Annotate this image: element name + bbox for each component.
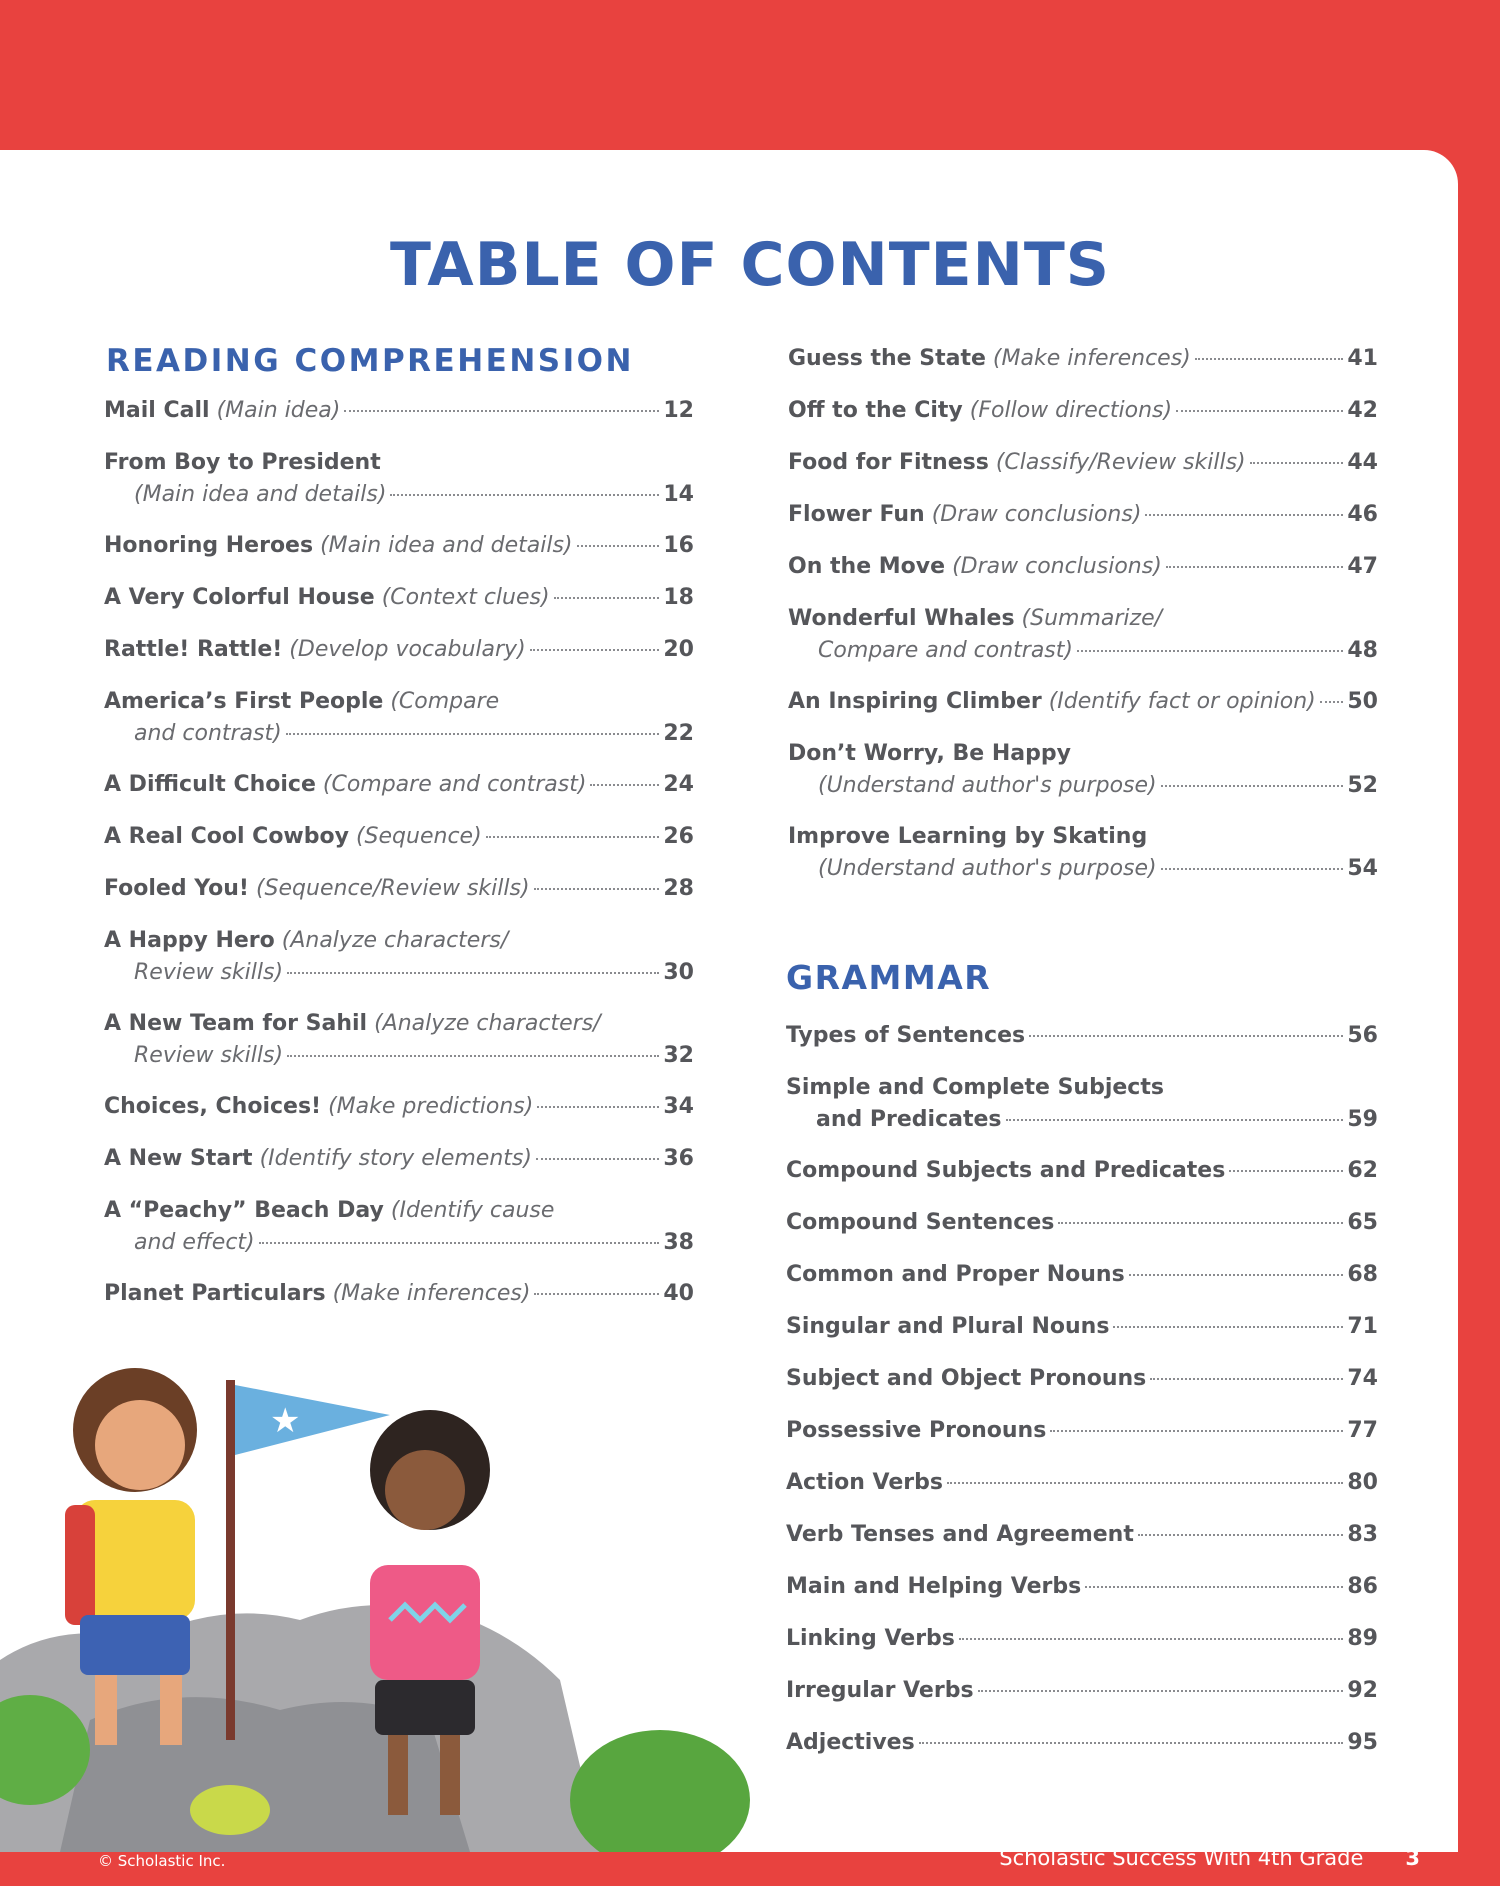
dot-leader (534, 887, 660, 890)
page-number: 74 (1347, 1366, 1378, 1391)
page-number: 80 (1347, 1470, 1378, 1495)
toc-entry[interactable] (104, 1143, 694, 1195)
dot-leader (1229, 1169, 1343, 1172)
toc-entry[interactable] (104, 1195, 694, 1278)
dot-leader (534, 1292, 659, 1295)
book-series-title: Scholastic Success With 4th Grade (999, 1846, 1364, 1870)
toc-entry[interactable] (104, 395, 694, 447)
entry-title: Flower Fun (788, 502, 925, 527)
entry-skill: (Understand author's purpose) (818, 773, 1157, 798)
dot-leader (537, 1105, 659, 1108)
page-number: 22 (663, 721, 694, 746)
page-number: 40 (663, 1281, 694, 1306)
entry-title: Simple and Complete Subjects (786, 1075, 1164, 1100)
dot-leader (287, 971, 659, 974)
reading-list-continued (788, 343, 1378, 904)
toc-entry[interactable] (786, 1363, 1378, 1415)
entry-title: A Happy Hero (104, 928, 275, 953)
dot-leader (577, 544, 660, 547)
dot-leader (1166, 565, 1344, 568)
dot-leader (1129, 1273, 1344, 1276)
copyright: © Scholastic Inc. (98, 1852, 226, 1870)
entry-title: Common and Proper Nouns (786, 1262, 1125, 1287)
entry-skill: (Identify fact or opinion) (1048, 689, 1316, 714)
entry-skill: (Understand author's purpose) (818, 856, 1157, 881)
toc-entry[interactable] (786, 1020, 1378, 1072)
dot-leader (486, 835, 660, 838)
toc-entry[interactable] (104, 925, 694, 1008)
toc-entry[interactable] (788, 603, 1378, 686)
toc-entry[interactable] (104, 1008, 694, 1091)
page-number: 26 (663, 824, 694, 849)
page-number: 28 (663, 876, 694, 901)
flag (235, 1385, 390, 1455)
entry-title: Compound Sentences (786, 1210, 1055, 1235)
entry-skill-cont: and effect) (134, 1230, 255, 1255)
page-title: TABLE OF CONTENTS (390, 230, 1110, 300)
dot-leader (286, 732, 660, 735)
dot-leader (1150, 1377, 1343, 1380)
dot-leader (530, 648, 660, 651)
entry-skill-cont: and contrast) (134, 721, 282, 746)
dot-leader (590, 783, 659, 786)
toc-entry[interactable] (788, 499, 1378, 551)
entry-title: Don’t Worry, Be Happy (788, 741, 1071, 766)
entry-title: A “Peachy” Beach Day (104, 1198, 384, 1223)
entry-skill: (Develop vocabulary) (289, 637, 526, 662)
dot-leader (947, 1481, 1343, 1484)
dot-leader (1161, 784, 1344, 787)
dot-leader (259, 1241, 660, 1244)
toc-entry[interactable] (788, 821, 1378, 904)
entry-title: Wonderful Whales (788, 606, 1015, 631)
page-number: 30 (663, 960, 694, 985)
reading-list (104, 395, 694, 1330)
dot-leader (1006, 1118, 1344, 1121)
page-number: 68 (1347, 1262, 1378, 1287)
page-number: 56 (1347, 1023, 1378, 1048)
page-number: 52 (1347, 773, 1378, 798)
entry-skill-cont: Review skills) (134, 960, 284, 985)
entry-title: Planet Particulars (104, 1281, 326, 1306)
entry-skill-cont: Review skills) (134, 1043, 284, 1068)
toc-entry[interactable] (788, 395, 1378, 447)
entry-skill: (Identify cause (390, 1198, 555, 1223)
bush-right (570, 1730, 750, 1852)
page-number: 44 (1347, 450, 1378, 475)
entry-title: America’s First People (104, 689, 384, 714)
entry-title: Possessive Pronouns (786, 1418, 1047, 1443)
entry-skill-cont: Compare and contrast) (818, 638, 1073, 663)
toc-entry[interactable] (788, 551, 1378, 603)
toc-entry[interactable] (788, 343, 1378, 395)
dot-leader (1058, 1221, 1343, 1224)
entry-skill: (Make inferences) (992, 346, 1191, 371)
dot-leader (959, 1637, 1343, 1640)
toc-entry[interactable] (788, 738, 1378, 821)
toc-entry[interactable] (786, 1259, 1378, 1311)
toc-entry[interactable] (104, 769, 694, 821)
dot-leader (978, 1689, 1344, 1692)
entry-title: A Difficult Choice (104, 772, 316, 797)
entry-skill: (Classify/Review skills) (995, 450, 1246, 475)
toc-entry[interactable] (104, 873, 694, 925)
kids-hiking-illustration (0, 1320, 800, 1852)
page-number: 83 (1347, 1522, 1378, 1547)
dot-leader (1145, 513, 1343, 516)
girl-shirt (370, 1565, 480, 1680)
page-number: 86 (1347, 1574, 1378, 1599)
entry-skill: (Compare (390, 689, 500, 714)
entry-title: Mail Call (104, 398, 210, 423)
dot-leader (1077, 649, 1343, 652)
toc-entry[interactable] (104, 582, 694, 634)
toc-entry[interactable] (104, 821, 694, 873)
page-number: 41 (1347, 346, 1378, 371)
page-number: 14 (663, 482, 694, 507)
toc-entry[interactable] (786, 1519, 1378, 1571)
toc-entry[interactable] (104, 530, 694, 582)
page-number: 89 (1347, 1626, 1378, 1651)
entry-title: An Inspiring Climber (788, 689, 1042, 714)
girl-shorts (375, 1680, 475, 1735)
entry-skill: (Main idea and details) (320, 533, 573, 558)
dot-leader (390, 493, 659, 496)
entry-skill: (Make predictions) (328, 1094, 534, 1119)
entry-skill: (Analyze characters/ (374, 1011, 601, 1036)
entry-skill: (Draw conclusions) (931, 502, 1142, 527)
grass-tuft (190, 1785, 270, 1835)
top-red-band (0, 0, 1500, 150)
entry-skill: (Identify story elements) (259, 1146, 532, 1171)
entry-title: Subject and Object Pronouns (786, 1366, 1147, 1391)
page-number: 38 (663, 1230, 694, 1255)
dot-leader (536, 1157, 659, 1160)
entry-title: A New Start (104, 1146, 253, 1171)
girl-face (385, 1450, 465, 1530)
page-number: 12 (663, 398, 694, 423)
entry-skill: (Context clues) (381, 585, 550, 610)
page-number: 65 (1347, 1210, 1378, 1235)
boy-backpack (65, 1505, 95, 1625)
entry-title: A Real Cool Cowboy (104, 824, 349, 849)
flag-pole (226, 1380, 235, 1740)
toc-entry[interactable] (786, 1727, 1378, 1779)
entry-skill: (Main idea) (216, 398, 341, 423)
page-number: 24 (663, 772, 694, 797)
page-number: 54 (1347, 856, 1378, 881)
dot-leader (287, 1054, 659, 1057)
page-number: 16 (663, 533, 694, 558)
entry-title: Linking Verbs (786, 1626, 955, 1651)
entry-title: Action Verbs (786, 1470, 943, 1495)
toc-entry[interactable] (104, 686, 694, 769)
page-number: 32 (663, 1043, 694, 1068)
dot-leader (1085, 1585, 1343, 1588)
entry-title: Off to the City (788, 398, 963, 423)
dot-leader (1161, 867, 1344, 870)
entry-title: Adjectives (786, 1730, 915, 1755)
dot-leader (1176, 409, 1343, 412)
entry-skill: (Sequence) (355, 824, 482, 849)
entry-title: Types of Sentences (786, 1023, 1026, 1048)
reading-comprehension-heading: READING COMPREHENSION (106, 343, 634, 379)
page-number: 47 (1347, 554, 1378, 579)
entry-skill: (Summarize/ (1021, 606, 1163, 631)
page-number: 36 (663, 1146, 694, 1171)
girl-leg-left (388, 1735, 408, 1815)
dot-leader (1029, 1034, 1343, 1037)
page-number: 20 (663, 637, 694, 662)
toc-entry[interactable] (786, 1571, 1378, 1623)
entry-title: Verb Tenses and Agreement (786, 1522, 1134, 1547)
dot-leader (1320, 700, 1344, 703)
page-number: 95 (1347, 1730, 1378, 1755)
entry-title: Honoring Heroes (104, 533, 314, 558)
toc-entry[interactable] (786, 1311, 1378, 1363)
boy-shorts (80, 1615, 190, 1675)
dot-leader (1113, 1325, 1343, 1328)
toc-entry[interactable] (104, 634, 694, 686)
page-number: 46 (1347, 502, 1378, 527)
toc-entry[interactable] (786, 1155, 1378, 1207)
page-number: 92 (1347, 1678, 1378, 1703)
toc-entry[interactable] (786, 1415, 1378, 1467)
entry-title: Guess the State (788, 346, 986, 371)
entry-title: From Boy to President (104, 450, 381, 475)
entry-title-cont: and Predicates (816, 1107, 1002, 1132)
entry-skill: (Sequence/Review skills) (255, 876, 530, 901)
entry-title: On the Move (788, 554, 946, 579)
entry-title: Fooled You! (104, 876, 249, 901)
girl-leg-right (440, 1735, 460, 1815)
entry-title: Compound Subjects and Predicates (786, 1158, 1226, 1183)
entry-title: Food for Fitness (788, 450, 989, 475)
page-number: 34 (663, 1094, 694, 1119)
entry-skill: (Draw conclusions) (952, 554, 1162, 579)
page-number: 50 (1347, 689, 1378, 714)
entry-skill: (Analyze characters/ (281, 928, 509, 953)
entry-title: Improve Learning by Skating (788, 824, 1148, 849)
toc-entry[interactable] (788, 447, 1378, 499)
toc-entry[interactable] (104, 1091, 694, 1143)
entry-title: A Very Colorful House (104, 585, 375, 610)
dot-leader (1195, 357, 1344, 360)
boy-leg-left (95, 1675, 117, 1745)
entry-title: A New Team for Sahil (104, 1011, 368, 1036)
entry-title: Choices, Choices! (104, 1094, 322, 1119)
page-number: 71 (1347, 1314, 1378, 1339)
boy-face (95, 1400, 185, 1490)
footer-right (999, 1846, 1420, 1870)
entry-title: Rattle! Rattle! (104, 637, 283, 662)
dot-leader (1250, 461, 1344, 464)
entry-title: Main and Helping Verbs (786, 1574, 1082, 1599)
flag-star-icon: ★ (270, 1401, 301, 1441)
page-number: 62 (1347, 1158, 1378, 1183)
dot-leader (1050, 1429, 1343, 1432)
dot-leader (919, 1741, 1344, 1744)
toc-entry[interactable] (786, 1467, 1378, 1519)
grammar-heading: GRAMMAR (786, 958, 992, 997)
toc-entry[interactable] (104, 447, 694, 530)
toc-entry[interactable] (786, 1623, 1378, 1675)
toc-entry[interactable] (786, 1675, 1378, 1727)
page-number: 42 (1347, 398, 1378, 423)
boy-leg-right (160, 1675, 182, 1745)
page-number: 48 (1347, 638, 1378, 663)
toc-entry[interactable] (786, 1207, 1378, 1259)
page-number: 59 (1347, 1107, 1378, 1132)
grammar-list (786, 1020, 1378, 1779)
page-number: 18 (663, 585, 694, 610)
dot-leader (1138, 1533, 1344, 1536)
page-number-footer: 3 (1405, 1846, 1420, 1870)
entry-title: Singular and Plural Nouns (786, 1314, 1110, 1339)
dot-leader (344, 409, 659, 412)
entry-skill: (Make inferences) (332, 1281, 531, 1306)
entry-skill: (Main idea and details) (134, 482, 387, 507)
toc-entry[interactable] (788, 686, 1378, 738)
entry-skill: (Follow directions) (969, 398, 1173, 423)
page-number: 77 (1347, 1418, 1378, 1443)
entry-skill: (Compare and contrast) (322, 772, 587, 797)
toc-entry[interactable] (786, 1072, 1378, 1155)
dot-leader (554, 596, 660, 599)
entry-title: Irregular Verbs (786, 1678, 974, 1703)
